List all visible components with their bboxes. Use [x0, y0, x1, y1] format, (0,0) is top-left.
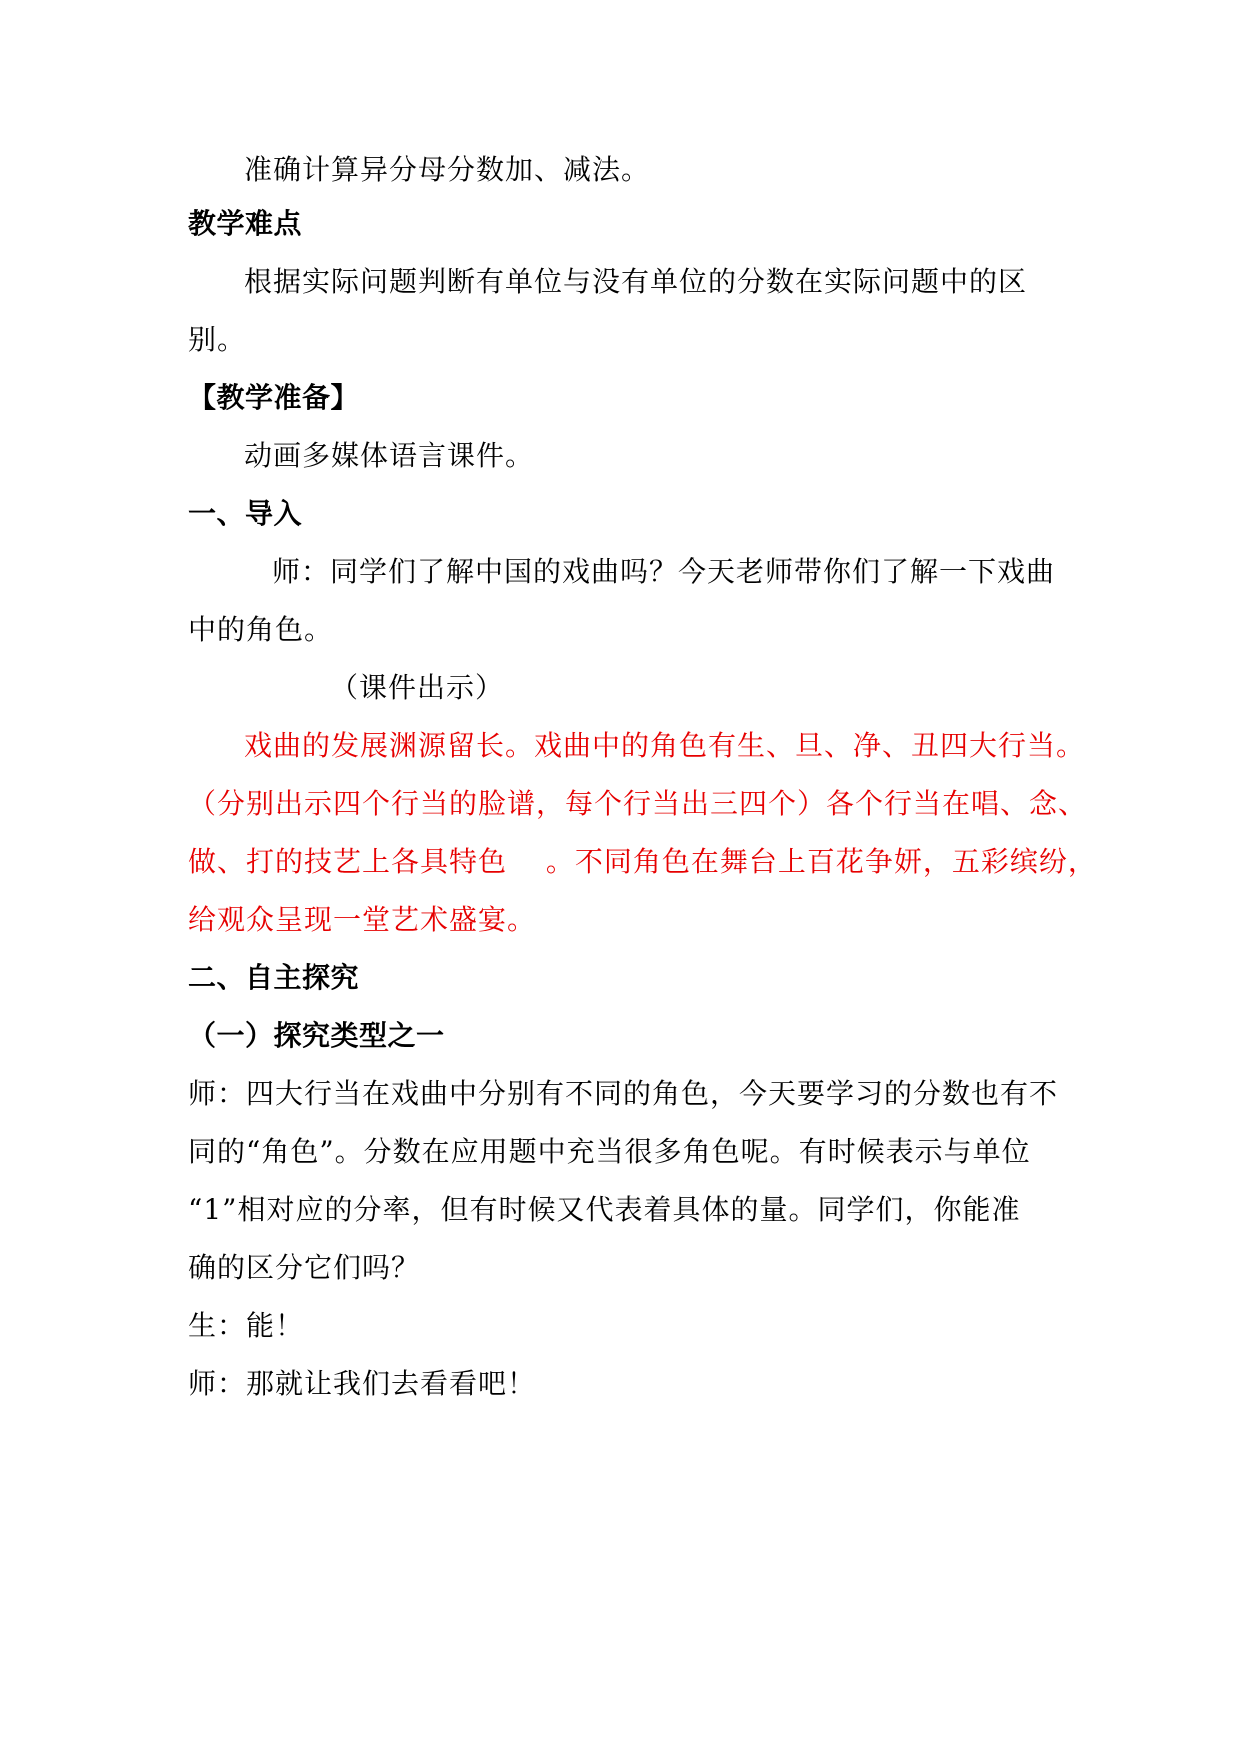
paragraph-line: 准确计算异分母分数加、减法。: [244, 153, 651, 186]
highlight-line: 戏曲的发展渊源留长。戏曲中的角色有生、旦、净、丑四大行当。: [244, 729, 1086, 762]
highlight-line: （分别出示四个行当的脸谱，每个行当出三四个）各个行当在唱、念、: [188, 787, 1088, 820]
dialogue-line: “1”相对应的分率，但有时候又代表着具体的量。同学们，你能准: [188, 1193, 1021, 1226]
paragraph-line: 根据实际问题判断有单位与没有单位的分数在实际问题中的区: [244, 265, 1028, 298]
dialogue-line: 同的“角色”。分数在应用题中充当很多角色呢。有时候表示与单位: [188, 1135, 1031, 1168]
dialogue-line: 中的角色。: [188, 613, 334, 646]
section-heading: 【教学准备】: [188, 381, 360, 414]
section-heading: 二、自主探究: [188, 961, 360, 994]
section-heading: 一、导入: [188, 497, 303, 530]
section-heading: 教学难点: [188, 207, 303, 240]
dialogue-line: 确的区分它们吗？: [188, 1251, 421, 1284]
dialogue-line: 师：四大行当在戏曲中分别有不同的角色，今天要学习的分数也有不: [188, 1077, 1059, 1110]
highlight-line: 给观众呈现一堂艺术盛宴。: [188, 903, 537, 936]
dialogue-line: 师：同学们了解中国的戏曲吗？今天老师带你们了解一下戏曲: [272, 555, 1056, 588]
dialogue-line: 师：那就让我们去看看吧！: [188, 1367, 537, 1400]
paragraph-line: 动画多媒体语言课件。: [244, 439, 535, 472]
paragraph-line: 别。: [188, 323, 247, 356]
highlight-line: 做、打的技艺上各具特色 。不同角色在舞台上百花争妍，五彩缤纷，: [188, 845, 1097, 878]
subsection-heading: （一）探究类型之一: [188, 1019, 445, 1052]
dialogue-line: 生：能！: [188, 1309, 305, 1342]
courseware-note: （课件出示）: [330, 671, 505, 704]
